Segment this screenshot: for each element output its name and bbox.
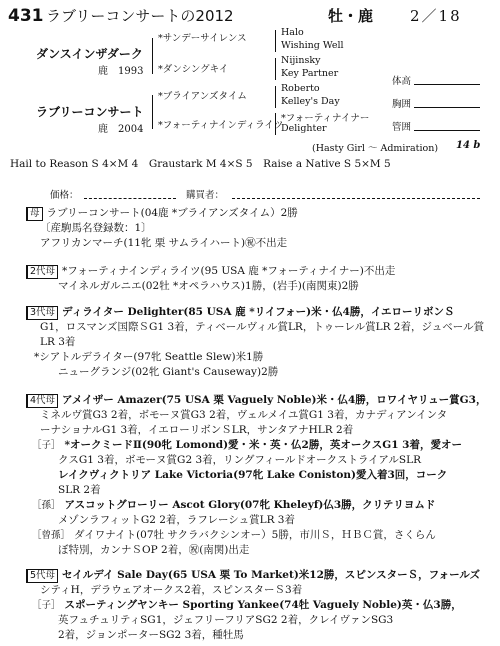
gen5-line-3: スポーティングヤンキー Sporting Yankee(74牡 Vaguely Noble)英・仏3勝， (64, 599, 462, 611)
cannon-label: 管囲 (392, 122, 412, 133)
gen5-section (26, 568, 496, 643)
dam-info: 鹿 2004 (98, 124, 144, 135)
sire-bracket (152, 38, 153, 74)
gen3-section (26, 305, 496, 380)
dam-sire: *ブライアンズタイム (158, 91, 247, 102)
dam-line-1: ラブリーコンサート(04鹿 *ブライアンズタイム）2勝 (46, 207, 298, 219)
gen5-child-label: ［子］ (32, 600, 61, 611)
gen4-grandchild-label: ［孫］ (32, 500, 61, 511)
sire-dam: *ダンシングキイ (158, 64, 229, 75)
gen2-tag: 2代母 (26, 265, 58, 279)
gen4-line-10: ダイワナイト(07牡 サクラバクシンオー）5勝，市川Ｓ，ＨＢＣ賞，さくらん (74, 529, 436, 541)
height-field[interactable] (414, 84, 480, 85)
gen4-tag: 4代母 (26, 394, 58, 408)
gen4-section (26, 393, 496, 558)
dam-tag: 母 (26, 207, 43, 221)
g3-8: Delighter (281, 123, 327, 134)
gen4-line-5: クスG1 3着，ボモーヌ賞G2 3着，リングフィールドオークストライアルSLR (58, 454, 421, 466)
dam-line-3: アフリカンマーチ(11牝 栗 サムライハート)㊗不出走 (40, 237, 288, 249)
girth-label: 胸囲 (392, 99, 412, 110)
horse-title: ラブリーコンサートの2012 (46, 7, 234, 25)
g3-4: Key Partner (281, 68, 339, 79)
price-label: 価格： (50, 190, 79, 201)
gen5-line-5: 2着，ジョンポーターSG2 3着，種牡馬 (58, 629, 244, 641)
gen4-great-label: ［曾孫］ (32, 530, 71, 541)
gen3-line-1: ディライター Delighter(85 USA 鹿 *リイフォー)米・仏4勝，イエローリボンＳ (62, 306, 455, 318)
dam-dam: *フォーティナインディライツ (158, 120, 284, 131)
gen4-line-8: アスコットグローリー Ascot Glory(07牝 Kheleyf)仏3勝，クリテリヨムド (64, 499, 436, 511)
gen4-line-3: ーナショナルG1 3着，イエローリボンＳLR，サンタアナHLR 2着 (40, 424, 354, 436)
gen4-line-1: アメイザー Amazer(75 USA 栗 Vaguely Noble)米・仏4勝，ロワイヤリュー賞G3， (62, 394, 487, 406)
dam-section (26, 206, 298, 251)
catalog-number: 431 (8, 6, 44, 26)
gen2-line-2: マイネルガルニエ(02牡 *オペラハウス)1勝，(岩手)(南関東)2勝 (58, 280, 359, 292)
g3-3: Nijinsky (281, 55, 321, 66)
sire-info: 鹿 1993 (98, 66, 144, 77)
gen3-line-3: *シアトルデライター(97牝 Seattle Slew)米1勝 (34, 351, 264, 363)
gen4-line-11: ぼ特別，カンナＳOP 2着，㊗(南関)出走 (58, 544, 250, 556)
gen5-line-1: セイルデイ Sale Day(65 USA 栗 To Market)米12勝，スピンスターＳ，フォールズ (62, 569, 481, 581)
g3-2: Wishing Well (281, 40, 344, 51)
g3-bracket-3 (275, 86, 276, 108)
page-number: 2／18 (410, 7, 462, 25)
gen4-child-label: ［子］ (32, 440, 61, 451)
g3-1: Halo (281, 27, 304, 38)
gen4-line-2: ミネルヴ賞G3 2着，ボモーヌ賞G3 2着，ヴェルメイユ賞G1 3着，カナディアンインタ (40, 409, 448, 421)
g3-5: Roberto (281, 83, 320, 94)
family-number: 14 b (456, 140, 481, 151)
gen4-line-9: メゾンラフィットG2 2着，ラフレーシュ賞LR 3着 (58, 514, 295, 526)
price-field[interactable] (84, 198, 176, 199)
dam-name: ラブリーコンサート (36, 105, 144, 119)
gen2-section (26, 264, 395, 294)
g3-6: Kelley's Day (281, 96, 340, 107)
buyer-label: 購買者： (186, 190, 225, 201)
sex-color: 牡・鹿 (328, 7, 374, 25)
dam-bracket (152, 95, 153, 129)
gen3-tag: 3代母 (26, 306, 58, 320)
girth-field[interactable] (414, 107, 480, 108)
g3-7: *フォーティナイナー (281, 113, 370, 124)
gen3-line-4: ニューグランジ(02牝 Giant's Causeway)2勝 (58, 366, 279, 378)
pedigree-extra: (Hasty Girl ～ Admiration) (312, 143, 439, 154)
sire-sire: *サンデーサイレンス (158, 33, 247, 44)
g3-bracket-2 (275, 58, 276, 80)
cannon-field[interactable] (414, 130, 480, 131)
inbreeding: Hail to Reason S 4×M 4 Graustark M 4×S 5 Raise a Native S 5×M 5 (10, 158, 391, 170)
dam-line-2: 〔産駒馬名登録数：1〕 (40, 222, 152, 234)
gen4-line-6: レイクヴィクトリア Lake Victoria(97牝 Lake Coniston)愛入着3回，コーク (58, 469, 448, 481)
gen2-line-1: *フォーティナインディライツ(95 USA 鹿 *フォーティナイナー)不出走 (62, 265, 396, 277)
gen3-line-2: G1，ロスマンズ国際ＳG1 3着，ティベールヴィル賞LR，トゥーレル賞LR 2着，ジュベール賞LR 3着 (40, 321, 485, 348)
gen5-line-4: 英フュチュリティSG1，ジェフリーフリアSG2 2着，クレイヴァンSG3 (58, 614, 394, 626)
gen5-line-2: シティH，デラウェアオークス2着，スピンスターＳ3着 (40, 584, 303, 596)
g3-bracket-4 (275, 113, 276, 135)
sire-name: ダンスインザダーク (36, 47, 143, 61)
g3-bracket-1 (275, 30, 276, 52)
buyer-field[interactable] (232, 198, 480, 199)
gen5-tag: 5代母 (26, 569, 58, 583)
height-label: 体高 (392, 76, 412, 87)
gen4-line-7: SLR 2着 (58, 484, 101, 496)
gen4-line-4: *オークミードⅡ(90牝 Lomond)愛・米・英・仏2勝，英オークスG1 3着，愛オー (64, 439, 462, 451)
